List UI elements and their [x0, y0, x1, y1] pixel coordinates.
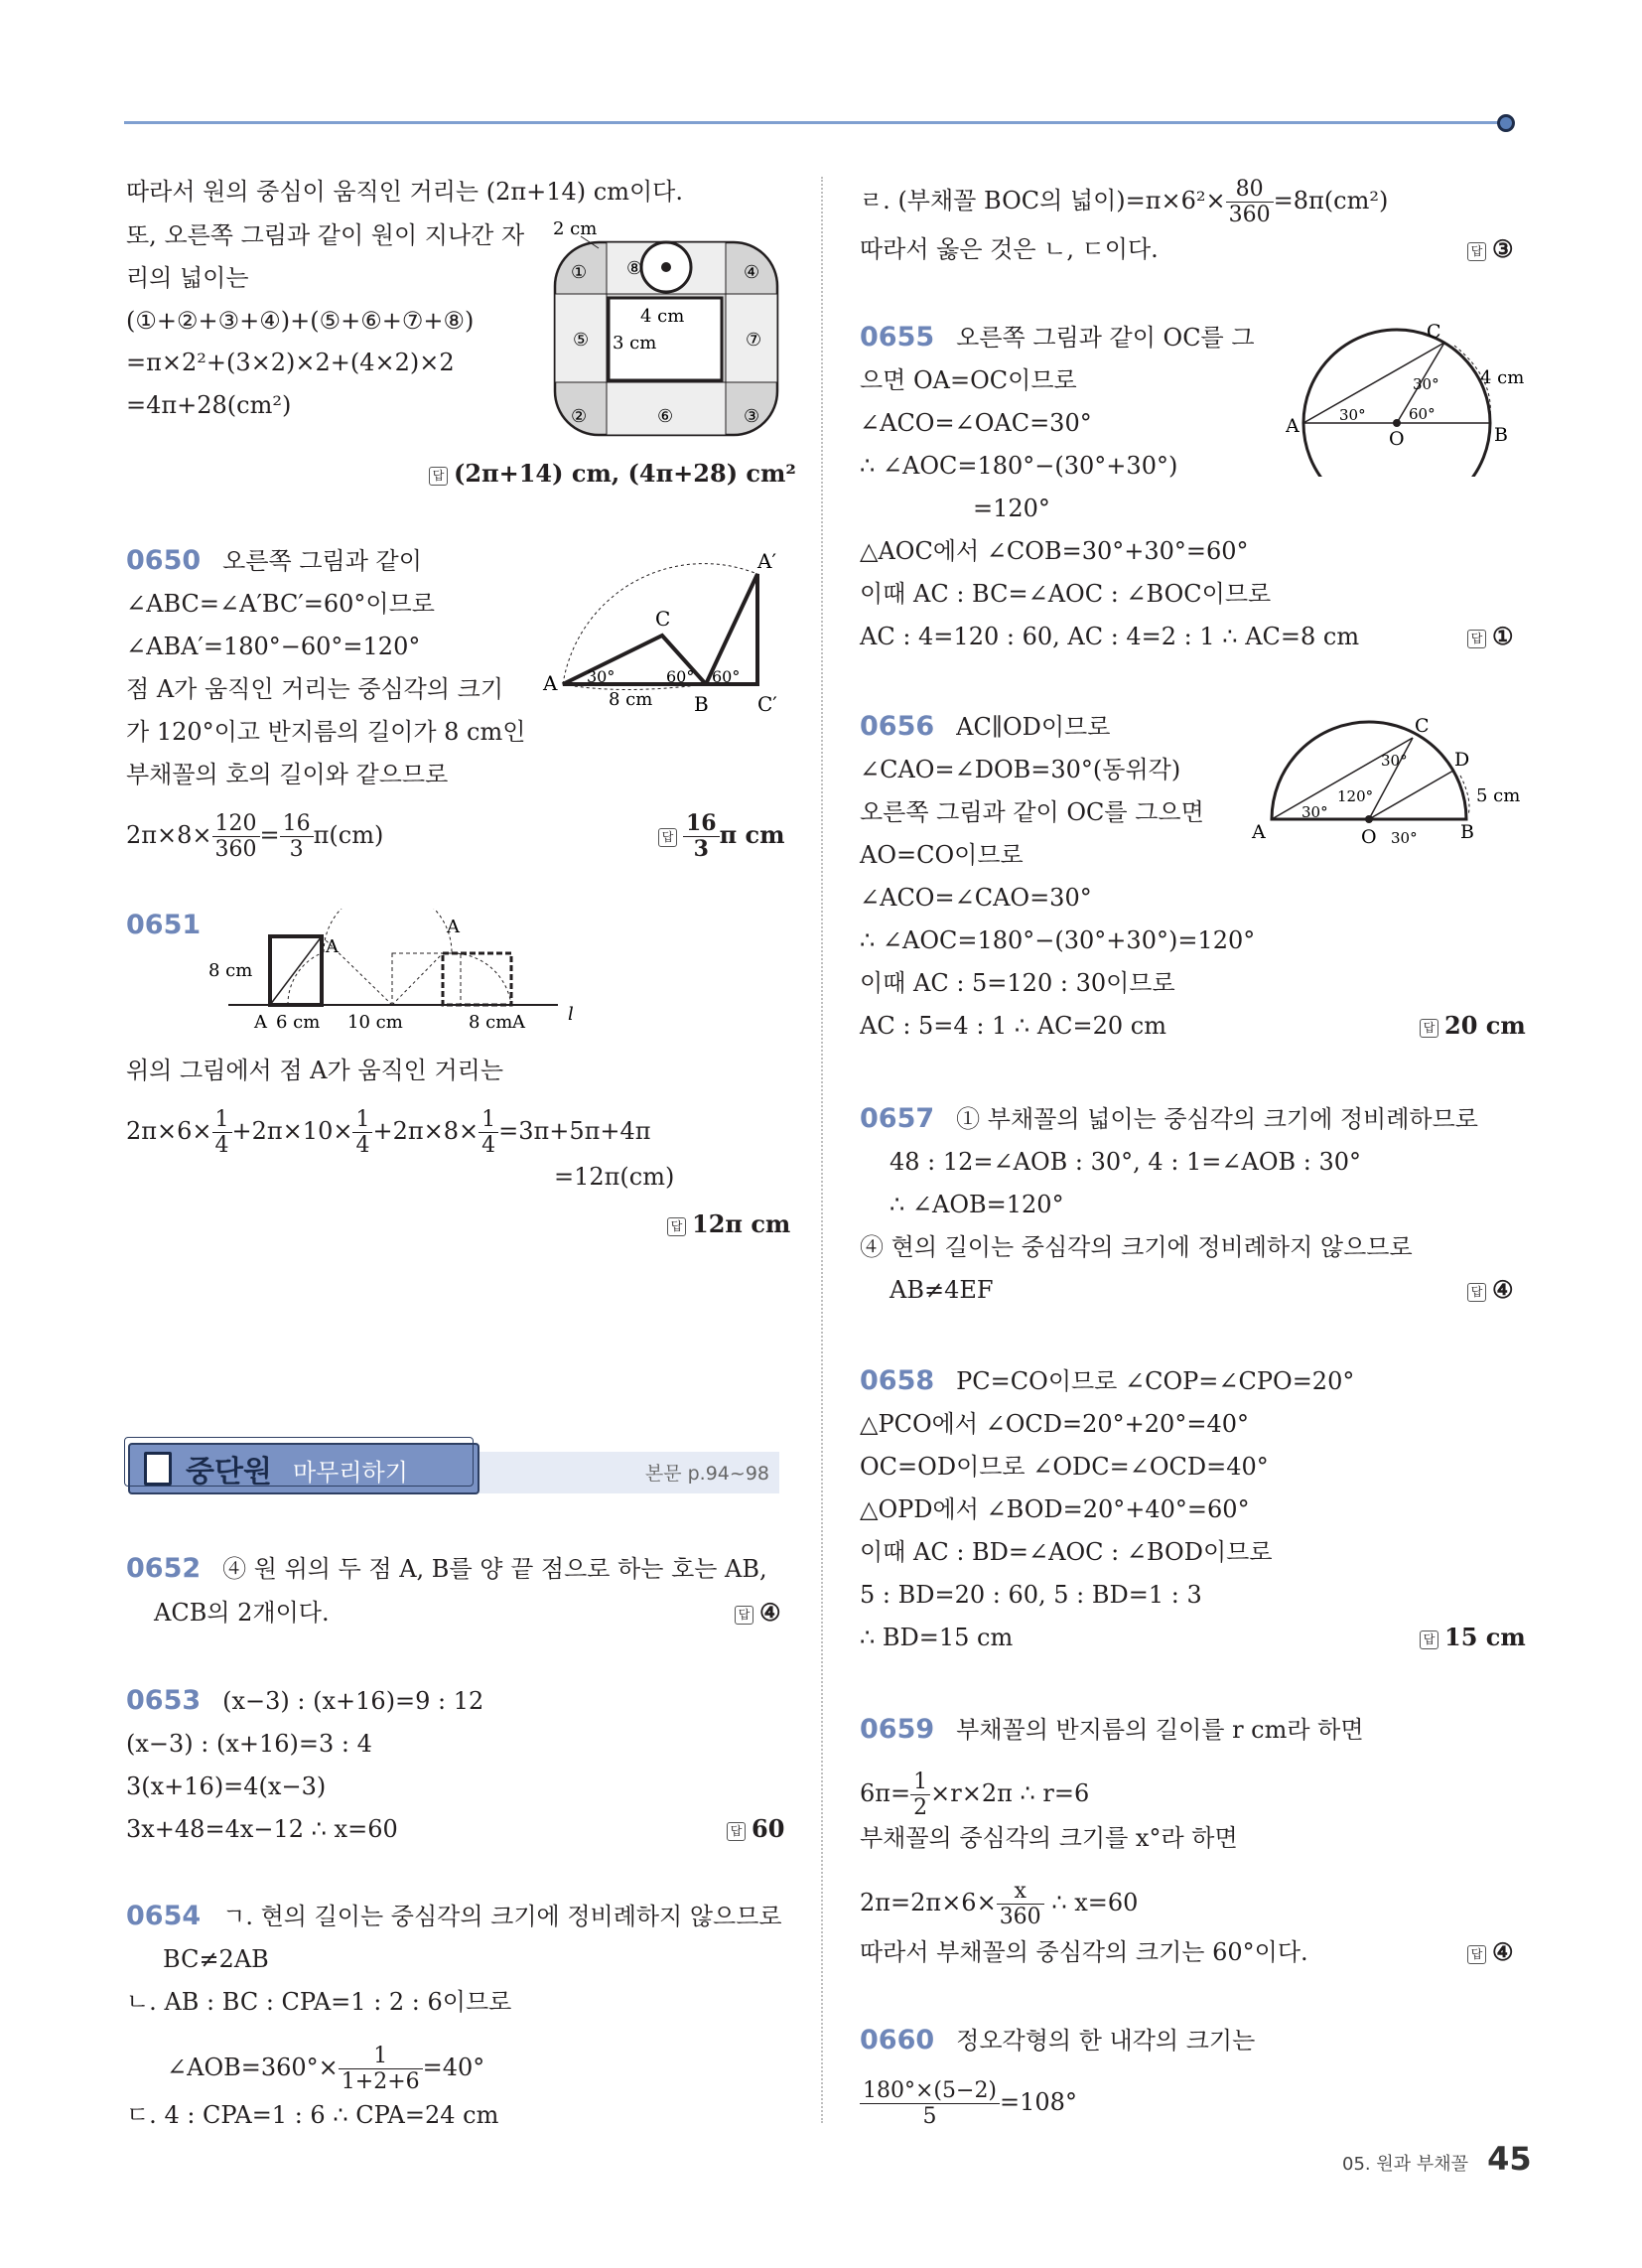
text-line: 점 A가 움직인 거리는 중심각의 크기	[126, 675, 504, 703]
text-line: ∴ ∠AOC=180°−(30°+30°)=120°	[860, 926, 1256, 954]
figure-0656	[1246, 710, 1529, 854]
problem-0656: 0656 AC∥OD이므로	[860, 711, 1111, 742]
angle-label: 30°	[1381, 752, 1408, 770]
length-label: 10 cm	[347, 1012, 403, 1033]
answer: 답 ④	[1467, 1275, 1514, 1305]
banner-reference: 본문 p.94~98	[644, 1463, 769, 1485]
label-width: 4 cm	[640, 306, 685, 327]
text-line: AB≠4EF	[889, 1276, 994, 1304]
text-line: ∠ABC=∠A′BC′=60°이므로	[126, 590, 435, 618]
answer: 답 ③	[1467, 234, 1514, 264]
text-line: ∠ACO=∠OAC=30°	[860, 409, 1092, 437]
problem-0651: 0651	[126, 910, 202, 940]
label-A: A	[1286, 415, 1300, 437]
answer: 답 $\frac{16}{3}$ π cm	[658, 811, 785, 862]
text-line: AC : 4=120 : 60, AC : 4=2 : 1 ∴ AC=8 cm	[860, 623, 1360, 650]
angle-label: 30°	[1339, 406, 1366, 424]
label-region-1: ①	[571, 262, 588, 283]
angle-label: 120°	[1337, 787, 1374, 805]
length-label: 6 cm	[276, 1012, 321, 1033]
angle-label: 60°	[666, 667, 695, 686]
label-C: C	[1427, 321, 1441, 343]
text-line: =120°	[973, 495, 1050, 522]
text-line: ④ 현의 길이는 중심각의 크기에 정비례하지 않으므로	[860, 1233, 1413, 1261]
formula-line: 2π=2π×6× $\frac{x}{360}$ ∴ x=60	[860, 1879, 1139, 1929]
text-line: 부채꼴의 중심각의 크기를 x°라 하면	[860, 1824, 1238, 1852]
text-line: ∴ ∠AOC=180°−(30°+30°)	[860, 452, 1178, 480]
text-line: =4π+28(cm²)	[126, 391, 292, 419]
label-B: B	[1494, 424, 1508, 446]
length-label: 8 cm	[609, 689, 653, 710]
label-A: A	[1252, 821, 1266, 843]
angle-label: 60°	[1409, 405, 1436, 423]
text-line: ∴ ∠AOB=120°	[889, 1191, 1064, 1218]
problem-0658: 0658 PC=CO이므로 ∠COP=∠CPO=20°	[860, 1365, 1355, 1396]
answer: 답 ④	[1467, 1937, 1514, 1967]
text-line: 리의 넓이는	[126, 264, 249, 292]
page-number: 45	[1487, 2140, 1532, 2178]
label-region-5: ⑤	[573, 330, 590, 351]
section-name: 05. 원과 부채꼴	[1342, 2154, 1469, 2175]
label-region-6: ⑥	[657, 406, 674, 427]
label-region-7: ⑦	[746, 330, 762, 351]
angle-label: 30°	[1391, 829, 1418, 847]
text-line: ∠ABA′=180°−60°=120°	[126, 633, 421, 660]
angle-label: 30°	[1301, 803, 1328, 821]
text-line: (x−3) : (x+16)=3 : 4	[126, 1730, 372, 1758]
answer: 답 (2π+14) cm, (4π+28) cm²	[429, 459, 796, 489]
text-line: =12π(cm)	[554, 1163, 675, 1191]
book-icon	[144, 1452, 172, 1486]
figure-rolling-circle	[551, 218, 781, 449]
header-dot	[1497, 114, 1515, 132]
problem-0659: 0659 부채꼴의 반지름의 길이를 r cm라 하면	[860, 1714, 1364, 1745]
label-A-prime: A′	[757, 549, 776, 573]
text-line: 또, 오른쪽 그림과 같이 원이 지나간 자	[126, 221, 525, 249]
text-line: 5 : BD=20 : 60, 5 : BD=1 : 3	[860, 1581, 1202, 1609]
header-rule	[124, 121, 1504, 124]
problem-0650: 0650 오른쪽 그림과 같이	[126, 545, 422, 576]
problem-0655: 0655 오른쪽 그림과 같이 OC를 그	[860, 322, 1255, 353]
text-line: 3(x+16)=4(x−3)	[126, 1772, 327, 1800]
text-line: ㄷ. 4 : CPA=1 : 6 ∴ CPA=24 cm	[126, 2101, 499, 2129]
problem-0657: 0657 ① 부채꼴의 넓이는 중심각의 크기에 정비례하므로	[860, 1103, 1478, 1134]
text-line: ∠CAO=∠DOB=30°(동위각)	[860, 756, 1181, 783]
label-line-l: l	[568, 1004, 574, 1025]
formula-line: 6π= $\frac{1}{2}$ ×r×2π ∴ r=6	[860, 1770, 1090, 1820]
label-region-2: ②	[571, 406, 588, 427]
text-line: 으면 OA=OC이므로	[860, 366, 1077, 394]
answer: 답 ④	[735, 1598, 781, 1628]
label-height: 8 cm	[208, 960, 253, 981]
text-line: AC : 5=4 : 1 ∴ AC=20 cm	[860, 1012, 1166, 1040]
text-line: OC=OD이므로 ∠ODC=∠OCD=40°	[860, 1453, 1269, 1481]
length-label: 5 cm	[1476, 785, 1521, 806]
text-line: BC≠2AB	[163, 1945, 269, 1973]
figure-0651	[208, 909, 586, 1038]
label-A: A	[447, 917, 460, 937]
text-line: 가 120°이고 반지름의 길이가 8 cm인	[126, 718, 526, 746]
answer: 답 12π cm	[667, 1209, 790, 1239]
text-line: 따라서 부채꼴의 중심각의 크기는 60°이다.	[860, 1938, 1308, 1966]
label-A: A	[512, 1012, 525, 1033]
label-C: C	[655, 607, 671, 631]
text-line: △OPD에서 ∠BOD=20°+40°=60°	[860, 1495, 1250, 1523]
answer: 답 ①	[1467, 622, 1514, 651]
answer: 답 20 cm	[1420, 1011, 1526, 1041]
label-height: 3 cm	[613, 333, 657, 354]
text-line: ∴ BD=15 cm	[860, 1624, 1014, 1651]
label-region-4: ④	[744, 262, 760, 283]
text-line: (①+②+③+④)+(⑤+⑥+⑦+⑧)	[126, 307, 475, 335]
answer: 답 15 cm	[1420, 1623, 1526, 1652]
text-line: 위의 그림에서 점 A가 움직인 거리는	[126, 1057, 504, 1084]
angle-label: 60°	[712, 667, 741, 686]
formula-line: ㄹ. (부채꼴 BOC의 넓이)=π×6²× $\frac{80}{360}$ =8π(cm²)	[860, 177, 1389, 227]
label-region-3: ③	[744, 406, 760, 427]
label-O: O	[1389, 428, 1405, 450]
text-line: 따라서 원의 중심이 움직인 거리는 (2π+14) cm이다.	[126, 178, 683, 206]
banner-title: 중단원	[186, 1455, 272, 1489]
text-line: =π×2²+(3×2)×2+(4×2)×2	[126, 349, 455, 376]
text-line: 오른쪽 그림과 같이 OC를 그으면	[860, 798, 1204, 826]
section-banner	[126, 1443, 781, 1494]
label-A: A	[326, 936, 339, 957]
formula-line: 2π×8× $\frac{120}{360}$ = $\frac{16}{3}$ π(cm)	[126, 811, 384, 862]
label-radius: 2 cm	[553, 218, 598, 239]
banner-subtitle: 마무리하기	[293, 1459, 408, 1487]
length-label: 8 cm	[469, 1012, 513, 1033]
figure-0655	[1286, 318, 1524, 477]
text-line: AO=CO이므로	[860, 841, 1024, 869]
page-footer	[1342, 2140, 1532, 2178]
text-line: ∠ACO=∠CAO=30°	[860, 884, 1092, 912]
label-C-prime: C′	[757, 692, 777, 716]
label-O: O	[1361, 826, 1377, 848]
length-label: 4 cm	[1480, 367, 1524, 388]
text-line: 부채꼴의 호의 길이와 같으므로	[126, 761, 449, 788]
formula-line: 2π×6× $\frac{1}{4}$ +2π×10× $\frac{1}{4}$ +2π×8× $\frac{1}{4}$ =3π+5π+4π	[126, 1107, 651, 1158]
text-line: ㄴ. AB : BC : CPA=1 : 2 : 6이므로	[126, 1988, 512, 2016]
column-divider	[821, 177, 823, 2123]
angle-label: 30°	[587, 667, 616, 686]
text-line: 이때 AC : BC=∠AOC : ∠BOC이므로	[860, 580, 1272, 608]
formula-line: ∠AOB=360°× $\frac{1}{1+2+6}$ =40°	[167, 2044, 485, 2094]
text-line: 48 : 12=∠AOB : 30°, 4 : 1=∠AOB : 30°	[889, 1148, 1362, 1176]
figure-0650	[541, 546, 789, 720]
label-A: A	[543, 671, 558, 695]
label-C: C	[1415, 715, 1430, 737]
text-line: 3x+48=4x−12 ∴ x=60	[126, 1815, 398, 1843]
text-line: △PCO에서 ∠OCD=20°+20°=40°	[860, 1410, 1249, 1438]
text-line: 따라서 옳은 것은 ㄴ, ㄷ이다.	[860, 235, 1159, 263]
label-D: D	[1454, 749, 1470, 771]
problem-0660: 0660 정오각형의 한 내각의 크기는	[860, 2025, 1256, 2055]
label-region-8: ⑧	[626, 258, 643, 279]
label-A: A	[254, 1012, 267, 1033]
formula-line: $\frac{180^\circ\times(5-2)}{5}$ =108°	[860, 2078, 1077, 2129]
text-line: 이때 AC : 5=120 : 30이므로	[860, 969, 1175, 997]
problem-0653: 0653 (x−3) : (x+16)=9 : 12	[126, 1685, 484, 1716]
label-B: B	[694, 692, 709, 716]
problem-0652: 0652 ④ 원 위의 두 점 A, B를 양 끝 점으로 하는 호는 AB,	[126, 1553, 767, 1584]
angle-label: 30°	[1413, 375, 1439, 393]
text-line: ACB의 2개이다.	[154, 1599, 330, 1627]
label-B: B	[1460, 821, 1474, 843]
text-line: 이때 AC : BD=∠AOC : ∠BOD이므로	[860, 1538, 1273, 1566]
answer: 답 60	[727, 1814, 784, 1844]
problem-0654: 0654 ㄱ. 현의 길이는 중심각의 크기에 정비례하지 않으므로	[126, 1901, 782, 1931]
text-line: △AOC에서 ∠COB=30°+30°=60°	[860, 537, 1249, 565]
